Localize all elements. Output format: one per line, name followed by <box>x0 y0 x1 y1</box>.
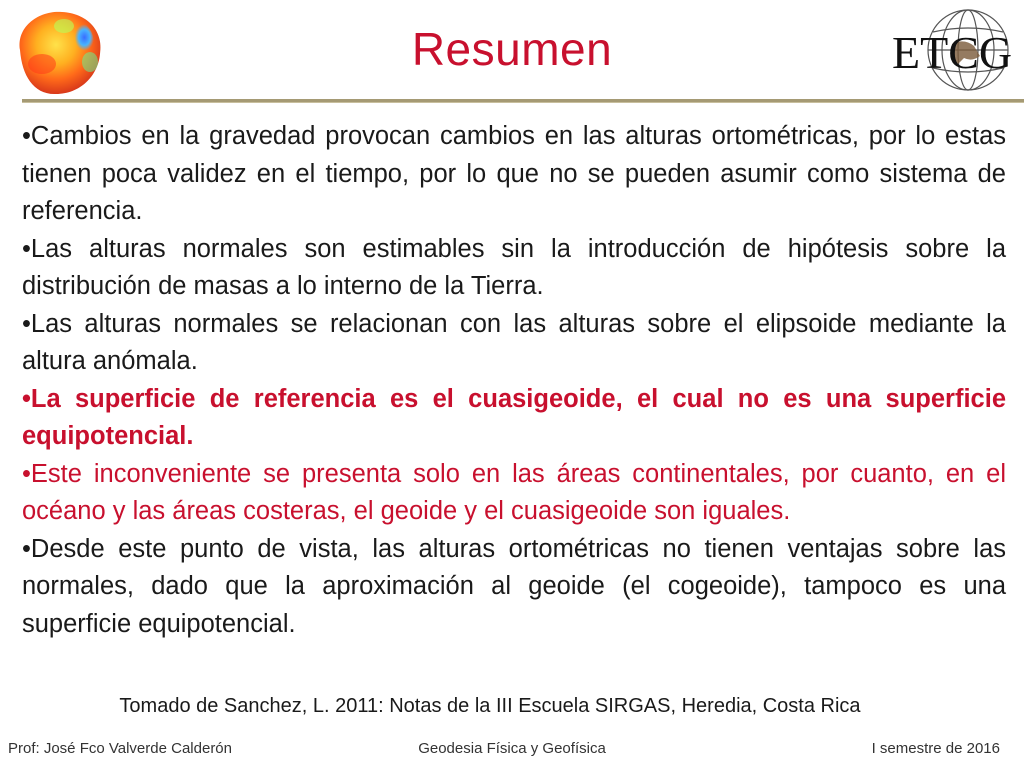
footer-course: Geodesia Física y Geofísica <box>418 740 606 757</box>
etcg-logo <box>888 4 1020 94</box>
title-divider <box>22 99 1024 103</box>
bullet-6: •Desde este punto de vista, las alturas ortométricas no tienen ventajas sobre las normales, dado que la aproximación al geoide (el cogeoide), tampoco es una superficie equipotencial. <box>22 534 1006 638</box>
bullet-5: •Este inconveniente se presenta solo en las áreas continentales, por cuanto, en el océano y las áreas costeras, el geoide y el cuasigeoide son iguales. <box>22 459 1006 525</box>
bullet-3: •Las alturas normales se relacionan con las alturas sobre el elipsoide mediante la altura anómala. <box>22 309 1006 375</box>
etcg-logo-text: ETCG <box>892 27 1013 78</box>
bullet-2: •Las alturas normales son estimables sin la introducción de hipótesis sobre la distribución de masas a lo interno de la Tierra. <box>22 234 1006 300</box>
source-citation: Tomado de Sanchez, L. 2011: Notas de la III Escuela SIRGAS, Heredia, Costa Rica <box>119 695 861 717</box>
footer-author: Prof: José Fco Valverde Calderón <box>8 740 232 757</box>
footer-semester: I semestre de 2016 <box>871 740 1000 757</box>
slide-title: Resumen <box>411 23 613 75</box>
bullet-4-highlight: •La superficie de referencia es el cuasigeoide, el cual no es una superficie equipotencial. <box>22 384 1006 450</box>
bullet-list <box>22 118 1006 643</box>
bullet-1: •Cambios en la gravedad provocan cambios en las alturas ortométricas, por lo estas tienen poca validez en el tiempo, por lo que no se pueden asumir como sistema de referencia. <box>22 122 1006 225</box>
